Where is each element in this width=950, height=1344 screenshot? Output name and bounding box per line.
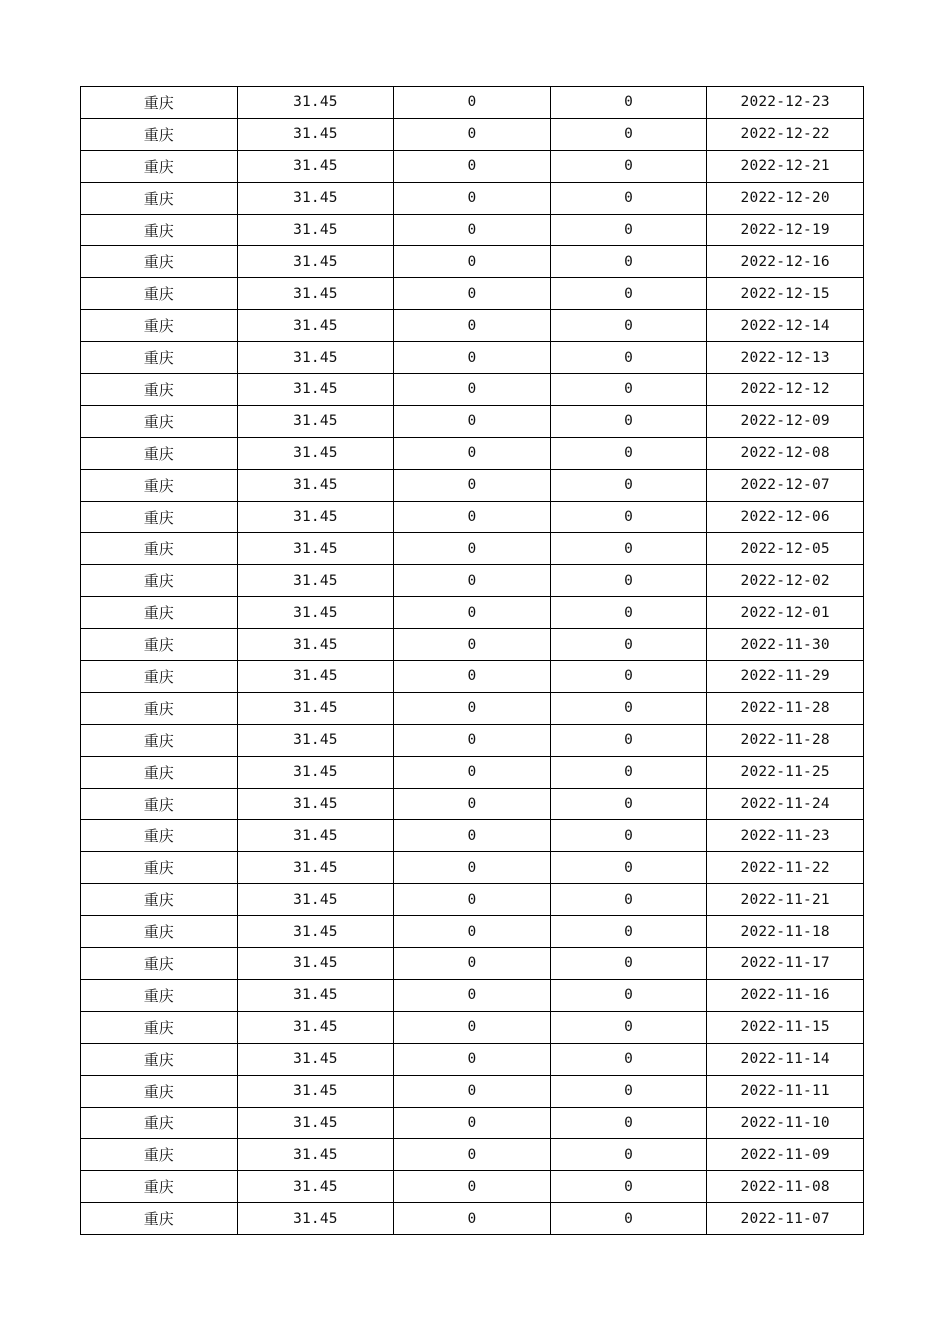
price-cell: 31.45 bbox=[237, 405, 394, 437]
table-row bbox=[81, 884, 864, 916]
region-cell: 重庆 bbox=[81, 724, 238, 756]
table-row bbox=[81, 916, 864, 948]
value-b-cell: 0 bbox=[550, 820, 707, 852]
value-a-cell: 0 bbox=[394, 1043, 551, 1075]
date-cell: 2022-12-20 bbox=[707, 182, 864, 214]
value-a-cell: 0 bbox=[394, 278, 551, 310]
value-a-cell: 0 bbox=[394, 565, 551, 597]
price-cell: 31.45 bbox=[237, 692, 394, 724]
date-cell: 2022-12-02 bbox=[707, 565, 864, 597]
price-cell: 31.45 bbox=[237, 533, 394, 565]
date-cell: 2022-11-24 bbox=[707, 788, 864, 820]
price-cell: 31.45 bbox=[237, 820, 394, 852]
table-row bbox=[81, 501, 864, 533]
price-cell: 31.45 bbox=[237, 565, 394, 597]
date-cell: 2022-12-09 bbox=[707, 405, 864, 437]
value-a-cell: 0 bbox=[394, 884, 551, 916]
value-b-cell: 0 bbox=[550, 979, 707, 1011]
price-cell: 31.45 bbox=[237, 629, 394, 661]
value-a-cell: 0 bbox=[394, 469, 551, 501]
region-cell: 重庆 bbox=[81, 852, 238, 884]
date-cell: 2022-11-30 bbox=[707, 629, 864, 661]
region-cell: 重庆 bbox=[81, 87, 238, 119]
table-row bbox=[81, 661, 864, 693]
region-cell: 重庆 bbox=[81, 948, 238, 980]
value-a-cell: 0 bbox=[394, 182, 551, 214]
value-b-cell: 0 bbox=[550, 565, 707, 597]
table-row bbox=[81, 820, 864, 852]
date-cell: 2022-11-23 bbox=[707, 820, 864, 852]
table-row bbox=[81, 852, 864, 884]
value-b-cell: 0 bbox=[550, 182, 707, 214]
region-cell: 重庆 bbox=[81, 1203, 238, 1235]
price-cell: 31.45 bbox=[237, 597, 394, 629]
table-row bbox=[81, 565, 864, 597]
date-cell: 2022-12-12 bbox=[707, 374, 864, 406]
date-cell: 2022-11-21 bbox=[707, 884, 864, 916]
date-cell: 2022-11-29 bbox=[707, 661, 864, 693]
price-cell: 31.45 bbox=[237, 342, 394, 374]
region-cell: 重庆 bbox=[81, 150, 238, 182]
region-cell: 重庆 bbox=[81, 374, 238, 406]
value-a-cell: 0 bbox=[394, 405, 551, 437]
date-cell: 2022-12-07 bbox=[707, 469, 864, 501]
price-cell: 31.45 bbox=[237, 1075, 394, 1107]
price-cell: 31.45 bbox=[237, 118, 394, 150]
price-cell: 31.45 bbox=[237, 852, 394, 884]
region-cell: 重庆 bbox=[81, 246, 238, 278]
value-a-cell: 0 bbox=[394, 948, 551, 980]
region-cell: 重庆 bbox=[81, 342, 238, 374]
price-cell: 31.45 bbox=[237, 87, 394, 119]
date-cell: 2022-12-06 bbox=[707, 501, 864, 533]
region-cell: 重庆 bbox=[81, 1011, 238, 1043]
region-cell: 重庆 bbox=[81, 756, 238, 788]
price-cell: 31.45 bbox=[237, 1203, 394, 1235]
date-cell: 2022-11-25 bbox=[707, 756, 864, 788]
date-cell: 2022-11-28 bbox=[707, 692, 864, 724]
value-a-cell: 0 bbox=[394, 788, 551, 820]
table-row bbox=[81, 1139, 864, 1171]
value-a-cell: 0 bbox=[394, 1075, 551, 1107]
value-a-cell: 0 bbox=[394, 87, 551, 119]
region-cell: 重庆 bbox=[81, 629, 238, 661]
table-row bbox=[81, 246, 864, 278]
value-b-cell: 0 bbox=[550, 118, 707, 150]
price-cell: 31.45 bbox=[237, 469, 394, 501]
date-cell: 2022-12-05 bbox=[707, 533, 864, 565]
region-cell: 重庆 bbox=[81, 533, 238, 565]
price-cell: 31.45 bbox=[237, 310, 394, 342]
table-row bbox=[81, 724, 864, 756]
value-b-cell: 0 bbox=[550, 374, 707, 406]
price-cell: 31.45 bbox=[237, 661, 394, 693]
value-b-cell: 0 bbox=[550, 1139, 707, 1171]
date-cell: 2022-11-11 bbox=[707, 1075, 864, 1107]
price-cell: 31.45 bbox=[237, 724, 394, 756]
value-a-cell: 0 bbox=[394, 1203, 551, 1235]
table-row bbox=[81, 469, 864, 501]
date-cell: 2022-11-16 bbox=[707, 979, 864, 1011]
date-cell: 2022-12-22 bbox=[707, 118, 864, 150]
price-cell: 31.45 bbox=[237, 756, 394, 788]
region-cell: 重庆 bbox=[81, 1043, 238, 1075]
value-a-cell: 0 bbox=[394, 756, 551, 788]
value-a-cell: 0 bbox=[394, 916, 551, 948]
table-row bbox=[81, 788, 864, 820]
date-cell: 2022-11-15 bbox=[707, 1011, 864, 1043]
price-cell: 31.45 bbox=[237, 182, 394, 214]
region-cell: 重庆 bbox=[81, 884, 238, 916]
value-a-cell: 0 bbox=[394, 533, 551, 565]
value-a-cell: 0 bbox=[394, 310, 551, 342]
date-cell: 2022-12-19 bbox=[707, 214, 864, 246]
value-a-cell: 0 bbox=[394, 437, 551, 469]
value-b-cell: 0 bbox=[550, 1043, 707, 1075]
table-row bbox=[81, 979, 864, 1011]
table-row bbox=[81, 374, 864, 406]
price-cell: 31.45 bbox=[237, 1171, 394, 1203]
region-cell: 重庆 bbox=[81, 1171, 238, 1203]
price-cell: 31.45 bbox=[237, 948, 394, 980]
region-cell: 重庆 bbox=[81, 1107, 238, 1139]
table-row bbox=[81, 118, 864, 150]
region-cell: 重庆 bbox=[81, 692, 238, 724]
value-a-cell: 0 bbox=[394, 597, 551, 629]
value-b-cell: 0 bbox=[550, 629, 707, 661]
value-a-cell: 0 bbox=[394, 342, 551, 374]
value-b-cell: 0 bbox=[550, 1203, 707, 1235]
table-row bbox=[81, 87, 864, 119]
table-row bbox=[81, 1075, 864, 1107]
price-cell: 31.45 bbox=[237, 374, 394, 406]
table-row bbox=[81, 597, 864, 629]
date-cell: 2022-11-28 bbox=[707, 724, 864, 756]
date-cell: 2022-12-13 bbox=[707, 342, 864, 374]
table-row bbox=[81, 342, 864, 374]
region-cell: 重庆 bbox=[81, 565, 238, 597]
date-cell: 2022-12-08 bbox=[707, 437, 864, 469]
value-b-cell: 0 bbox=[550, 724, 707, 756]
date-cell: 2022-12-23 bbox=[707, 87, 864, 119]
table-row bbox=[81, 1203, 864, 1235]
table-row bbox=[81, 150, 864, 182]
value-b-cell: 0 bbox=[550, 501, 707, 533]
price-cell: 31.45 bbox=[237, 884, 394, 916]
price-cell: 31.45 bbox=[237, 1043, 394, 1075]
table-row bbox=[81, 692, 864, 724]
region-cell: 重庆 bbox=[81, 469, 238, 501]
region-cell: 重庆 bbox=[81, 597, 238, 629]
value-b-cell: 0 bbox=[550, 788, 707, 820]
value-b-cell: 0 bbox=[550, 342, 707, 374]
value-b-cell: 0 bbox=[550, 852, 707, 884]
value-b-cell: 0 bbox=[550, 884, 707, 916]
region-cell: 重庆 bbox=[81, 310, 238, 342]
price-cell: 31.45 bbox=[237, 916, 394, 948]
value-a-cell: 0 bbox=[394, 692, 551, 724]
value-a-cell: 0 bbox=[394, 374, 551, 406]
date-cell: 2022-11-09 bbox=[707, 1139, 864, 1171]
value-a-cell: 0 bbox=[394, 1011, 551, 1043]
price-cell: 31.45 bbox=[237, 437, 394, 469]
region-cell: 重庆 bbox=[81, 182, 238, 214]
value-b-cell: 0 bbox=[550, 150, 707, 182]
price-cell: 31.45 bbox=[237, 246, 394, 278]
value-b-cell: 0 bbox=[550, 1011, 707, 1043]
value-b-cell: 0 bbox=[550, 948, 707, 980]
region-cell: 重庆 bbox=[81, 820, 238, 852]
price-cell: 31.45 bbox=[237, 278, 394, 310]
table-row bbox=[81, 756, 864, 788]
region-cell: 重庆 bbox=[81, 278, 238, 310]
price-cell: 31.45 bbox=[237, 1107, 394, 1139]
table-row bbox=[81, 182, 864, 214]
table-row bbox=[81, 1043, 864, 1075]
value-b-cell: 0 bbox=[550, 437, 707, 469]
price-cell: 31.45 bbox=[237, 150, 394, 182]
value-b-cell: 0 bbox=[550, 1107, 707, 1139]
data-table bbox=[80, 86, 864, 1235]
price-cell: 31.45 bbox=[237, 1011, 394, 1043]
price-cell: 31.45 bbox=[237, 501, 394, 533]
region-cell: 重庆 bbox=[81, 405, 238, 437]
value-b-cell: 0 bbox=[550, 310, 707, 342]
price-cell: 31.45 bbox=[237, 979, 394, 1011]
value-b-cell: 0 bbox=[550, 469, 707, 501]
date-cell: 2022-12-01 bbox=[707, 597, 864, 629]
value-a-cell: 0 bbox=[394, 724, 551, 756]
date-cell: 2022-11-18 bbox=[707, 916, 864, 948]
price-cell: 31.45 bbox=[237, 214, 394, 246]
date-cell: 2022-11-07 bbox=[707, 1203, 864, 1235]
value-b-cell: 0 bbox=[550, 214, 707, 246]
table-row bbox=[81, 310, 864, 342]
region-cell: 重庆 bbox=[81, 788, 238, 820]
value-b-cell: 0 bbox=[550, 1171, 707, 1203]
price-cell: 31.45 bbox=[237, 1139, 394, 1171]
table-row bbox=[81, 437, 864, 469]
value-a-cell: 0 bbox=[394, 661, 551, 693]
date-cell: 2022-11-22 bbox=[707, 852, 864, 884]
date-cell: 2022-12-16 bbox=[707, 246, 864, 278]
value-b-cell: 0 bbox=[550, 246, 707, 278]
value-b-cell: 0 bbox=[550, 278, 707, 310]
date-cell: 2022-11-17 bbox=[707, 948, 864, 980]
value-b-cell: 0 bbox=[550, 597, 707, 629]
value-a-cell: 0 bbox=[394, 501, 551, 533]
table-body bbox=[81, 87, 864, 1235]
value-a-cell: 0 bbox=[394, 1107, 551, 1139]
price-cell: 31.45 bbox=[237, 788, 394, 820]
value-a-cell: 0 bbox=[394, 852, 551, 884]
value-b-cell: 0 bbox=[550, 661, 707, 693]
value-a-cell: 0 bbox=[394, 820, 551, 852]
value-a-cell: 0 bbox=[394, 150, 551, 182]
value-a-cell: 0 bbox=[394, 246, 551, 278]
value-a-cell: 0 bbox=[394, 979, 551, 1011]
region-cell: 重庆 bbox=[81, 1139, 238, 1171]
value-b-cell: 0 bbox=[550, 87, 707, 119]
value-b-cell: 0 bbox=[550, 533, 707, 565]
date-cell: 2022-11-08 bbox=[707, 1171, 864, 1203]
date-cell: 2022-12-15 bbox=[707, 278, 864, 310]
value-a-cell: 0 bbox=[394, 1139, 551, 1171]
value-a-cell: 0 bbox=[394, 118, 551, 150]
value-b-cell: 0 bbox=[550, 692, 707, 724]
table-row bbox=[81, 214, 864, 246]
value-a-cell: 0 bbox=[394, 629, 551, 661]
date-cell: 2022-11-14 bbox=[707, 1043, 864, 1075]
value-a-cell: 0 bbox=[394, 1171, 551, 1203]
value-b-cell: 0 bbox=[550, 756, 707, 788]
table-row bbox=[81, 1171, 864, 1203]
region-cell: 重庆 bbox=[81, 979, 238, 1011]
region-cell: 重庆 bbox=[81, 214, 238, 246]
table-row bbox=[81, 1107, 864, 1139]
table-row bbox=[81, 1011, 864, 1043]
region-cell: 重庆 bbox=[81, 661, 238, 693]
date-cell: 2022-12-14 bbox=[707, 310, 864, 342]
value-b-cell: 0 bbox=[550, 1075, 707, 1107]
table-row bbox=[81, 948, 864, 980]
value-b-cell: 0 bbox=[550, 405, 707, 437]
region-cell: 重庆 bbox=[81, 437, 238, 469]
table-row bbox=[81, 405, 864, 437]
value-a-cell: 0 bbox=[394, 214, 551, 246]
region-cell: 重庆 bbox=[81, 118, 238, 150]
table-row bbox=[81, 629, 864, 661]
value-b-cell: 0 bbox=[550, 916, 707, 948]
table-row bbox=[81, 278, 864, 310]
table-row bbox=[81, 533, 864, 565]
region-cell: 重庆 bbox=[81, 916, 238, 948]
date-cell: 2022-12-21 bbox=[707, 150, 864, 182]
region-cell: 重庆 bbox=[81, 501, 238, 533]
date-cell: 2022-11-10 bbox=[707, 1107, 864, 1139]
region-cell: 重庆 bbox=[81, 1075, 238, 1107]
